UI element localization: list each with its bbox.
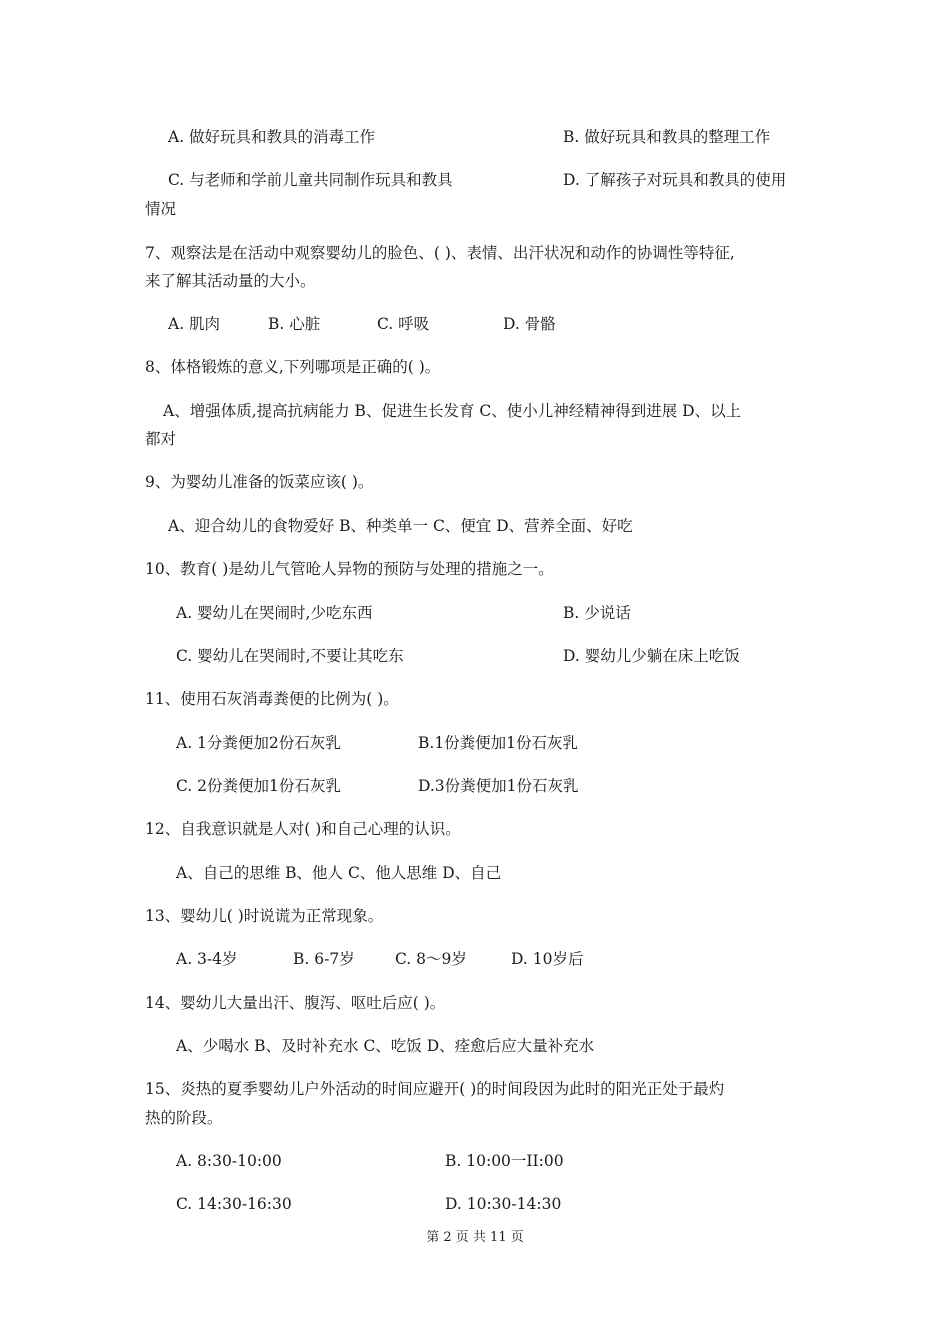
q13-option-d: D. 10岁后 — [511, 950, 584, 968]
q10-option-b: B. 少说话 — [563, 604, 631, 622]
q7-stem-line2: 来了解其活动量的大小。 — [145, 272, 316, 290]
q13-option-b: B. 6-7岁 — [293, 950, 355, 968]
q9-options: A、迎合幼儿的食物爱好 B、种类单一 C、便宜 D、营养全面、好吃 — [168, 517, 633, 535]
q7-option-d: D. 骨骼 — [503, 315, 556, 333]
q8-options-line1: A、增强体质,提高抗病能力 B、促进生长发育 C、使小儿神经精神得到进展 D、以上 — [163, 402, 742, 420]
q12-stem: 12、自我意识就是人对( )和自己心理的认识。 — [145, 820, 461, 838]
q8-stem: 8、体格锻炼的意义,下列哪项是正确的( )。 — [145, 358, 441, 376]
q6-option-c: C. 与老师和学前儿童共同制作玩具和教具 — [168, 171, 453, 189]
q6-option-d: D. 了解孩子对玩具和教具的使用 — [563, 171, 787, 189]
q7-option-a: A. 肌肉 — [168, 315, 221, 333]
page-footer: 第 2 页 共 11 页 — [426, 1230, 524, 1245]
q11-stem: 11、使用石灰消毒粪便的比例为( )。 — [145, 690, 399, 708]
q8-options-line2: 都对 — [145, 430, 177, 448]
q10-stem: 10、教育( )是幼儿气管呛人异物的预防与处理的措施之一。 — [145, 560, 554, 578]
q15-option-a: A. 8:30-10:00 — [176, 1152, 282, 1170]
q7-stem-line1: 7、观察法是在活动中观察婴幼儿的脸色、( )、表情、出汗状况和动作的协调性等特征, — [145, 244, 735, 262]
q15-option-c: C. 14:30-16:30 — [176, 1195, 292, 1213]
q13-stem: 13、婴幼儿( )时说谎为正常现象。 — [145, 907, 384, 925]
q15-option-d: D. 10:30-14:30 — [445, 1195, 562, 1213]
q13-option-c: C. 8～9岁 — [395, 950, 467, 968]
q7-option-c: C. 呼吸 — [377, 315, 430, 333]
q9-stem: 9、为婴幼儿准备的饭菜应该( )。 — [145, 473, 374, 491]
q11-option-a: A. 1分粪便加2份石灰乳 — [176, 734, 341, 752]
q10-option-a: A. 婴幼儿在哭闹时,少吃东西 — [176, 604, 373, 622]
q11-option-b: B.1份粪便加1份石灰乳 — [418, 734, 579, 752]
q10-option-d: D. 婴幼儿少躺在床上吃饭 — [563, 647, 740, 665]
q13-option-a: A. 3-4岁 — [176, 950, 238, 968]
q11-option-d: D.3份粪便加1份石灰乳 — [418, 777, 579, 795]
q6-option-a: A. 做好玩具和教具的消毒工作 — [168, 128, 376, 146]
q15-stem-line2: 热的阶段。 — [145, 1109, 223, 1127]
q15-stem-line1: 15、炎热的夏季婴幼儿户外活动的时间应避开( )的时间段因为此时的阳光正处于最灼 — [145, 1080, 725, 1098]
q14-options: A、少喝水 B、及时补充水 C、吃饭 D、痊愈后应大量补充水 — [176, 1037, 595, 1055]
q6-option-d-continuation: 情况 — [145, 200, 177, 218]
q6-option-b: B. 做好玩具和教具的整理工作 — [563, 128, 771, 146]
q10-option-c: C. 婴幼儿在哭闹时,不要让其吃东 — [176, 647, 404, 665]
q15-option-b: B. 10:00一II:00 — [445, 1152, 564, 1170]
q12-options: A、自己的思维 B、他人 C、他人思维 D、自己 — [176, 864, 502, 882]
q11-option-c: C. 2份粪便加1份石灰乳 — [176, 777, 341, 795]
q14-stem: 14、婴幼儿大量出汗、腹泻、呕吐后应( )。 — [145, 994, 446, 1012]
q7-option-b: B. 心脏 — [268, 315, 321, 333]
